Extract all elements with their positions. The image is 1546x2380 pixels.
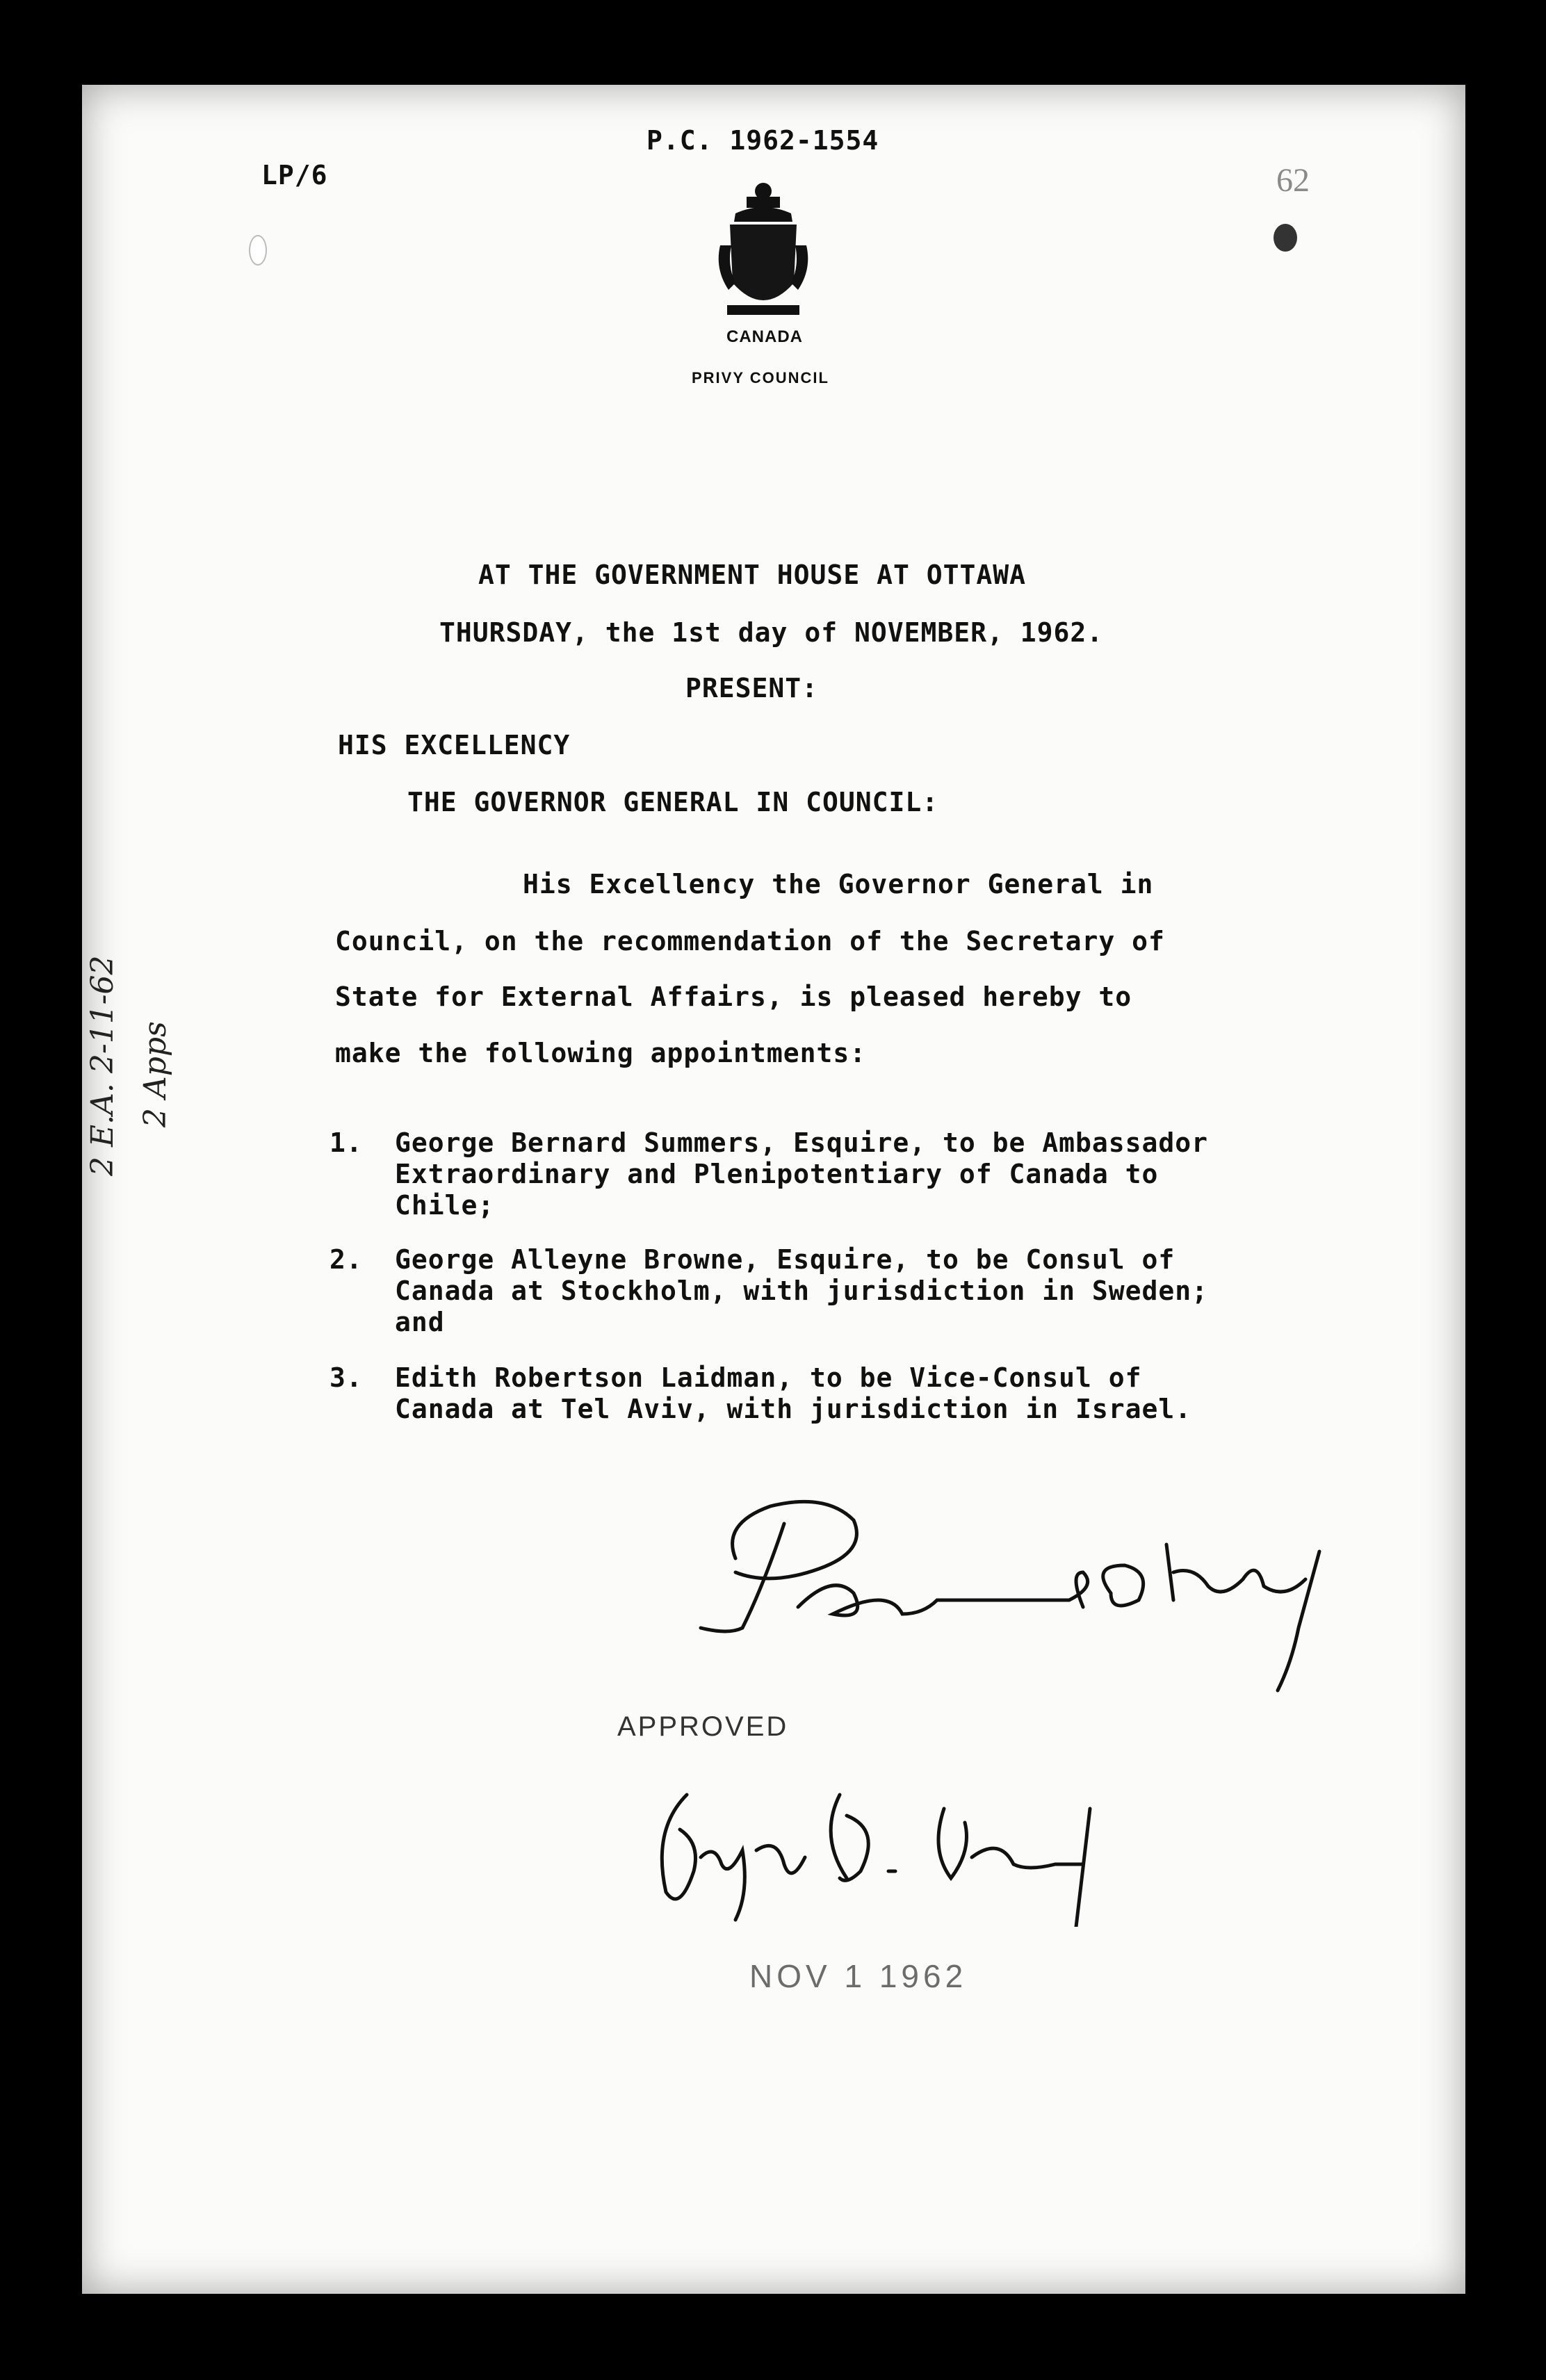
appointment-2-line-2: Canada at Stockholm, with jurisdiction in Sweden; (395, 1275, 1209, 1306)
heading-governor-general: THE GOVERNOR GENERAL IN COUNCIL: (407, 787, 939, 817)
margin-note-line2: 2 Apps (138, 1021, 173, 1127)
body-line-1: His Excellency the Governor General in (523, 869, 1154, 899)
page-number: 62 (1276, 162, 1310, 199)
appointment-1-line-3: Chile; (395, 1190, 495, 1221)
appointment-1-number: 1. (329, 1127, 363, 1158)
heading-present: PRESENT: (685, 673, 819, 703)
order-number: P.C. 1962-1554 (646, 125, 879, 156)
appointment-3-line-2: Canada at Tel Aviv, with jurisdiction in Israel. (395, 1394, 1192, 1424)
heading-place: AT THE GOVERNMENT HOUSE AT OTTAWA (478, 560, 1026, 590)
governor-signature (638, 1767, 1166, 1927)
appointment-3-number: 3. (329, 1362, 363, 1393)
document-page (82, 85, 1465, 2294)
body-line-2: Council, on the recommendation of the Secretary of (335, 926, 1165, 956)
crest-caption-body: PRIVY COUNCIL (692, 369, 829, 386)
binder-hole-left (249, 235, 267, 266)
appointment-2-number: 2. (329, 1244, 363, 1275)
appointment-2-line-1: George Alleyne Browne, Esquire, to be Consul of (395, 1244, 1175, 1275)
clerk-signature (694, 1482, 1403, 1711)
margin-note-line1: 2 E.A. 2-11-62 (85, 955, 120, 1176)
heading-his-excellency: HIS EXCELLENCY (338, 730, 571, 760)
date-stamp: NOV 1 1962 (749, 1958, 968, 1994)
appointment-3-line-1: Edith Robertson Laidman, to be Vice-Consul of (395, 1362, 1142, 1393)
approved-label: APPROVED (617, 1711, 789, 1742)
file-reference: LP/6 (261, 160, 328, 190)
crest-caption-country: CANADA (726, 327, 803, 346)
appointment-1-line-2: Extraordinary and Plenipotentiary of Canada to (395, 1159, 1159, 1189)
binder-hole-right (1274, 224, 1297, 252)
appointment-2-line-3: and (395, 1307, 445, 1337)
appointment-1-line-1: George Bernard Summers, Esquire, to be Ambassador (395, 1127, 1209, 1158)
body-line-4: make the following appointments: (335, 1038, 867, 1068)
heading-date: THURSDAY, the 1st day of NOVEMBER, 1962. (439, 617, 1104, 648)
body-line-3: State for External Affairs, is pleased hereby to (335, 981, 1132, 1012)
clerk-signature-text (694, 1482, 701, 1483)
canada-crest-icon (715, 179, 812, 321)
governor-signature-text (638, 1767, 645, 1768)
